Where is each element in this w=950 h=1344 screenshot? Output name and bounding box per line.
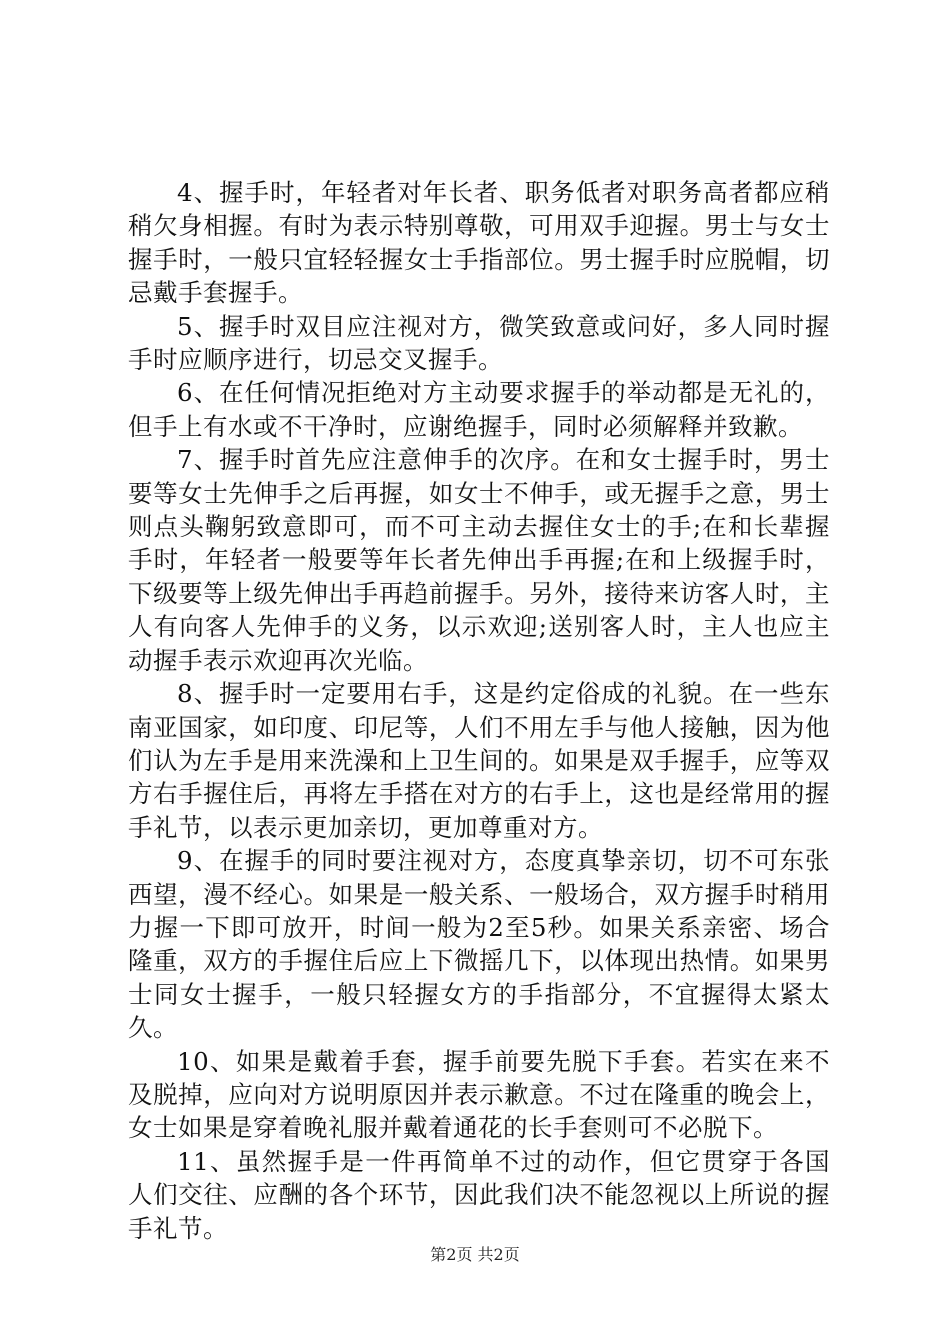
paragraph-6: 6、在任何情况拒绝对方主动要求握手的举动都是无礼的，但手上有水或不干净时，应谢绝握手，同时必须解释并致歉。 bbox=[128, 378, 830, 441]
paragraph-10: 10、如果是戴着手套，握手前要先脱下手套。若实在来不及脱掉，应向对方说明原因并表示歉意。不过在隆重的晚会上，女士如果是穿着晚礼服并戴着通花的长手套则可不必脱下。 bbox=[128, 1046, 830, 1143]
document-body bbox=[128, 176, 830, 1245]
paragraph-11: 11、虽然握手是一件再简单不过的动作，但它贯穿于各国人们交往、应酬的各个环节，因此我们决不能忽视以上所说的握手礼节。 bbox=[128, 1146, 830, 1243]
paragraph-5: 5、握手时双目应注视对方，微笑致意或问好，多人同时握手时应顺序进行，切忌交叉握手。 bbox=[128, 311, 830, 375]
page-footer: 第2页 共2页 bbox=[430, 1245, 520, 1264]
paragraph-4: 4、握手时，年轻者对年长者、职务低者对职务高者都应稍稍欠身相握。有时为表示特别尊敬，可用双手迎握。男士与女士握手时，一般只宜轻轻握女士手指部位。男士握手时应脱帽，切忌戴手套握手。 bbox=[128, 178, 830, 308]
paragraph-7: 7、握手时首先应注意伸手的次序。在和女士握手时，男士要等女士先伸手之后再握，如女士不伸手，或无握手之意，男士则点头鞠躬致意即可，而不可主动去握住女士的手;在和长辈握手时，年轻者一般要等年长者先伸出手再握;在和上级握手时，下级要等上级先伸出手再趋前握手。另外，接待来访客人时，主人有向客人先伸手的义务，以示欢迎;送别客人时，主人也应主动握手表示欢迎再次光临。 bbox=[128, 445, 830, 675]
paragraph-8: 8、握手时一定要用右手，这是约定俗成的礼貌。在一些东南亚国家，如印度、印尼等，人们不用左手与他人接触，因为他们认为左手是用来洗澡和上卫生间的。如果是双手握手，应等双方右手握住后，再将左手搭在对方的右手上，这也是经常用的握手礼节，以表示更加亲切，更加尊重对方。 bbox=[128, 679, 830, 842]
paragraph-9: 9、在握手的同时要注视对方，态度真挚亲切，切不可东张西望，漫不经心。如果是一般关系、一般场合，双方握手时稍用力握一下即可放开，时间一般为2至5秒。如果关系亲密、场合隆重，双方的手握住后应上下微摇几下，以体现出热情。如果男士同女士握手，一般只轻握女方的手指部分，不宜握得太紧太久。 bbox=[128, 846, 830, 1043]
